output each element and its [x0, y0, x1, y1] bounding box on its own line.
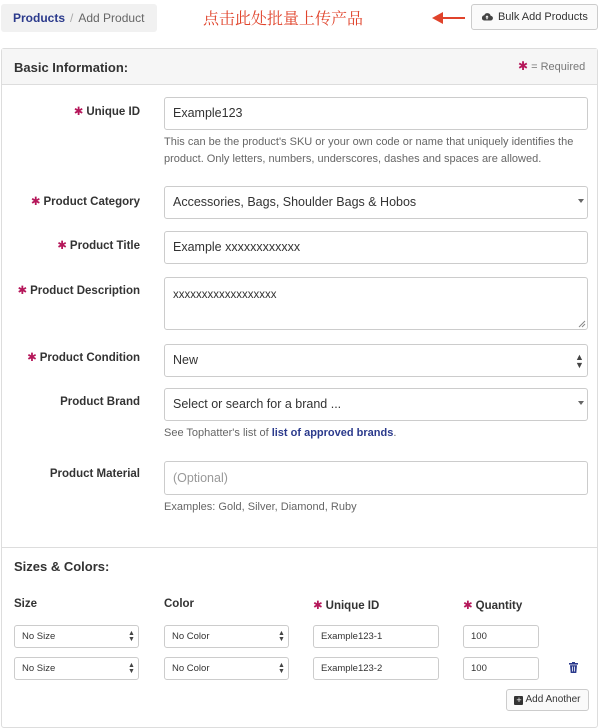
product-brand-help [164, 425, 396, 442]
cloud-upload-icon [481, 12, 496, 23]
quantity-input[interactable]: 100 [463, 657, 539, 680]
sizes-colors-title: Sizes & Colors: [14, 559, 110, 574]
product-material-label-text: Product Material [49, 468, 140, 480]
required-star-icon: ✱ [73, 106, 84, 118]
product-material-label [0, 468, 140, 480]
breadcrumb [1, 4, 157, 32]
product-material-input[interactable] [164, 461, 588, 495]
product-category-select[interactable] [164, 186, 588, 219]
product-category-label-text: Product Category [43, 196, 140, 208]
product-description-label-text: Product Description [30, 285, 140, 297]
unique-id-header-text: Unique ID [325, 600, 380, 612]
color-select-value: No Color [172, 663, 210, 674]
product-description-label [0, 283, 140, 297]
unique-id-label-text: Unique ID [86, 106, 140, 118]
breadcrumb-current: Add Product [78, 11, 145, 25]
select-updown-icon: ▲ ▼ [575, 352, 584, 370]
product-condition-value: New [173, 353, 199, 367]
annotation-text: 点击此处批量上传产品 [203, 9, 364, 28]
section-divider [2, 547, 597, 548]
required-star-icon: ✱ [27, 352, 37, 364]
bulk-add-products-button[interactable] [471, 4, 598, 30]
required-star-icon: ✱ [30, 196, 41, 208]
brand-help-prefix: See Tophatter's list of [164, 427, 272, 439]
product-brand-placeholder: Select or search for a brand ... [173, 397, 342, 411]
unique-id-input[interactable]: Example123 [164, 97, 588, 130]
chevron-down-icon [578, 401, 584, 405]
required-legend-text: = Required [531, 61, 586, 73]
required-legend [518, 59, 585, 73]
select-updown-icon: ▲ ▼ [278, 630, 285, 643]
product-material-placeholder: (Optional) [173, 471, 228, 485]
product-title-input[interactable]: Example xxxxxxxxxxxx [164, 231, 588, 264]
product-brand-label [0, 396, 140, 408]
product-condition-select[interactable] [164, 344, 588, 377]
add-another-label: Add Another [525, 694, 581, 705]
column-header-quantity [463, 598, 522, 612]
size-select-value: No Size [22, 631, 56, 642]
annotation-arrow-icon [432, 12, 443, 24]
product-title-label-text: Product Title [69, 240, 140, 252]
quantity-input[interactable]: 100 [463, 625, 539, 648]
column-header-unique-id [313, 598, 379, 612]
product-description-textarea[interactable]: xxxxxxxxxxxxxxxxxx [164, 277, 588, 330]
trash-icon[interactable] [569, 662, 578, 673]
required-star-icon: ✱ [463, 600, 473, 612]
color-select-value: No Color [172, 631, 210, 642]
brand-help-suffix: . [393, 427, 397, 439]
breadcrumb-products-link[interactable]: Products [13, 11, 66, 25]
color-select[interactable] [164, 657, 289, 680]
chevron-down-icon [578, 199, 584, 203]
product-title-label [0, 238, 140, 252]
size-select[interactable] [14, 657, 139, 680]
quantity-header-text: Quantity [475, 600, 523, 612]
product-condition-label-text: Product Condition [39, 352, 140, 364]
unique-id-help: This can be the product's SKU or your own code or name that uniquely identifies the product. Only letters, numbers, underscores, dashes and spaces are allowed. [164, 136, 574, 165]
product-category-value: Accessories, Bags, Shoulder Bags & Hobos [173, 195, 417, 209]
required-star-icon: ✱ [313, 600, 323, 612]
required-star-icon: ✱ [17, 285, 28, 297]
required-star-icon: ✱ [57, 240, 67, 252]
annotation-arrow-line [441, 17, 465, 19]
approved-brands-link[interactable]: list of approved brands [271, 427, 394, 439]
required-star-icon: ✱ [518, 59, 529, 73]
select-updown-icon: ▲ ▼ [128, 662, 135, 675]
size-select[interactable] [14, 625, 139, 648]
column-header-size: Size [14, 598, 38, 610]
column-header-color: Color [164, 598, 195, 610]
resize-grip-icon[interactable] [578, 320, 586, 328]
breadcrumb-separator: / [70, 11, 74, 25]
color-select[interactable] [164, 625, 289, 648]
bulk-add-label: Bulk Add Products [497, 11, 588, 23]
add-another-button[interactable] [506, 689, 589, 711]
product-condition-label [0, 350, 140, 364]
select-updown-icon: ▲ ▼ [128, 630, 135, 643]
select-updown-icon: ▲ ▼ [278, 662, 285, 675]
product-brand-select[interactable] [164, 388, 588, 421]
size-select-value: No Size [22, 663, 56, 674]
product-material-help: Examples: Gold, Silver, Diamond, Ruby [164, 501, 357, 513]
product-brand-label-text: Product Brand [60, 396, 140, 408]
variant-unique-id-input[interactable]: Example123-1 [313, 625, 439, 648]
basic-info-title: Basic Information: [14, 60, 129, 75]
variant-unique-id-input[interactable]: Example123-2 [313, 657, 439, 680]
plus-square-icon: + [516, 695, 522, 705]
product-category-label [0, 194, 140, 208]
unique-id-label [0, 104, 140, 118]
